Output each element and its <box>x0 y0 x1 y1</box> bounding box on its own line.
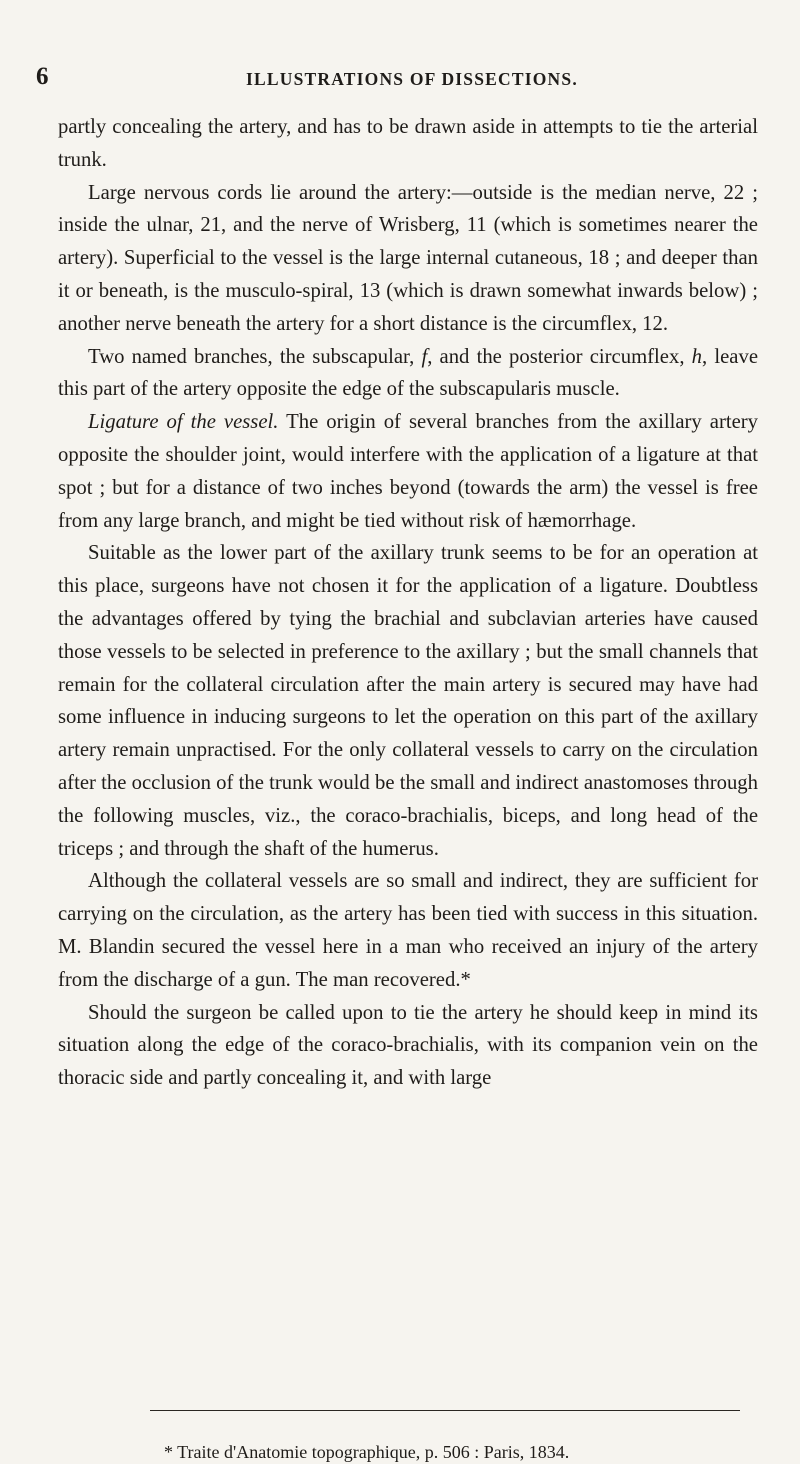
paragraph-surgeon <box>58 997 758 1095</box>
paragraph-operation <box>58 537 758 865</box>
paragraph-text: The origin of several branches from the axillary artery opposite the shoulder joint, would interfere with the application of a ligature at that spot ; but for a distance of two inches beyond (towards the arm) the vessel is free from any large branch, and might be tied without risk of hæmorrhage. <box>58 411 758 532</box>
running-head <box>36 62 766 98</box>
paragraph-text: Large nervous cords lie around the artery:—outside is the median nerve, 22 ; inside the ulnar, 21, and the nerve of Wrisberg, 11 (which is sometimes nearer the artery). Superficial to the vessel is the large internal cutaneous, 18 ; and deeper than it or beneath, is the musculo-spiral, 13 (which is drawn somewhat inwards below) ; another nerve beneath the artery for a short distance is the circumflex, 12. <box>58 181 758 335</box>
running-title: ILLUSTRATIONS OF DISSECTIONS. <box>246 69 578 89</box>
paragraph-text: Should the surgeon be called upon to tie the artery he should keep in mind its situation along the edge of the coraco-brachialis, with its companion vein on the thoracic side and partly concealing it, and with large <box>58 1001 758 1090</box>
italic-label-f: f <box>421 345 428 368</box>
italic-label-h: h <box>691 345 703 368</box>
paragraph-nerves <box>58 177 758 341</box>
paragraph-collateral <box>58 865 758 996</box>
paragraph-continuation <box>58 111 758 177</box>
paragraph-text: Although the collateral vessels are so small and indirect, they are sufficient for carrying on the circulation, as the artery has been tied with success in this situation. M. Blandin secured the vessel here in a man who received an injury of the artery from the discharge of a gun. The man recovered.* <box>58 870 758 991</box>
paragraph-text: , leave this part of the artery opposite the edge of the subscapularis muscle. <box>58 345 758 401</box>
paragraph-text: Two named branches, the subscapular, <box>88 345 422 368</box>
section-heading-italic: Ligature of the vessel. <box>88 411 279 434</box>
paragraph-branches <box>58 341 758 407</box>
footnote: * Traite d'Anatomie topographique, p. 506 : Paris, 1834. <box>164 1442 570 1462</box>
paragraph-text: , and the posterior circumflex, <box>427 345 692 368</box>
page-number: 6 <box>36 63 49 90</box>
body-text <box>58 111 758 1095</box>
footnote-rule <box>150 1410 740 1411</box>
paragraph-text: partly concealing the artery, and has to be drawn aside in attempts to tie the arterial trunk. <box>58 116 758 171</box>
paragraph-ligature <box>58 406 758 537</box>
paragraph-text: Suitable as the lower part of the axillary trunk seems to be for an operation at this place, surgeons have not chosen it for the application of a ligature. Doubtless the advantages offered by tying the brachial and subclavian arteries have caused those vessels to be selected in preference to the axillary ; but the small channels that remain for the collateral circulation after the main artery is secured may have had some influence in inducing surgeons to let the operation on this part of the axillary artery remain unpractised. For the only collateral vessels to carry on the circulation after the occlusion of the trunk would be the small and indirect anastomoses through the following muscles, viz., the coraco-brachialis, biceps, and long head of the triceps ; and through the shaft of the humerus. <box>58 542 758 860</box>
